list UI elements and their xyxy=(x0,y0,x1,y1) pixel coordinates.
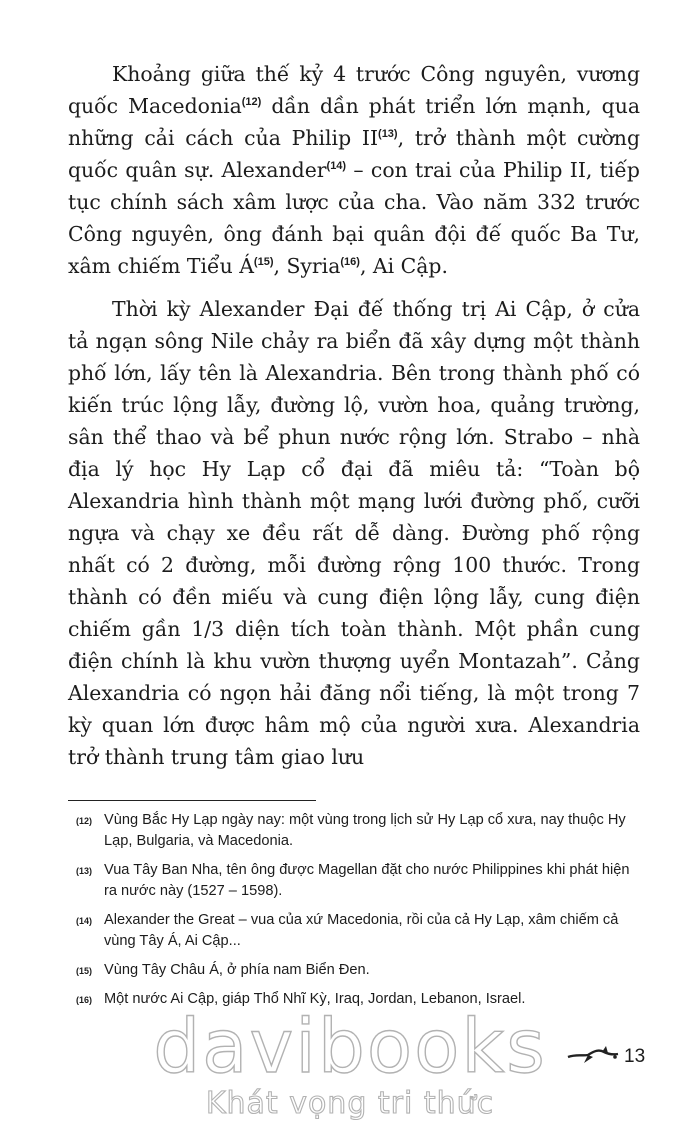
paragraph xyxy=(68,293,640,773)
watermark-brand: davibooks xyxy=(153,1004,547,1090)
footnote-text: Vùng Tây Châu Á, ở phía nam Biển Đen. xyxy=(104,962,370,978)
footnote-divider xyxy=(68,800,316,801)
footnote-ref: (14) xyxy=(326,160,347,172)
footnote-number: (13) xyxy=(76,866,93,876)
footnote xyxy=(76,810,640,852)
footnote-text: Vùng Bắc Hy Lạp ngày nay: một vùng trong lịch sử Hy Lạp cổ xưa, nay thuộc Hy Lạp, Bulgaria, và Macedonia. xyxy=(104,812,626,849)
footnote-text: Một nước Ai Cập, giáp Thổ Nhĩ Kỳ, Iraq, Jordan, Lebanon, Israel. xyxy=(104,991,526,1007)
footnote xyxy=(76,960,640,981)
text-segment: , Ai Cập. xyxy=(359,254,448,278)
page-ornament-icon xyxy=(566,1044,624,1066)
footnote-ref: (13) xyxy=(378,128,398,140)
footnote-text: Alexander the Great – vua của xứ Macedonia, rồi của cả Hy Lạp, xâm chiếm cả vùng Tây Á, Ai Cập... xyxy=(104,912,619,949)
text-segment: Khoảng giữa thế kỷ 4 trước Công nguyên, vương quốc Macedonia xyxy=(68,62,640,118)
text-segment: , trở thành một cường quốc quân sự. Alexander xyxy=(68,126,640,182)
footnote-ref: (12) xyxy=(241,96,262,108)
footnote-number: (15) xyxy=(76,966,93,976)
footnote xyxy=(76,989,640,1010)
footnote xyxy=(76,910,640,952)
text-segment: Thời kỳ Alexander Đại đế thống trị Ai Cập, ở cửa tả ngạn sông Nile chảy ra biển đã xây dựng một thành phố lớn, lấy tên là Alexandria. Bên trong thành phố có kiến trúc lộng lẫy, đường lộ, vườn hoa, quảng trường, sân thể thao và bể phun nước rộng lớn. Strabo – nhà địa lý học Hy Lạp cổ đại đã miêu tả: “Toàn bộ Alexandria hình thành một mạng lưới đường phố, cưỡi ngựa và chạy xe đều rất dễ dàng. Đường phố rộng nhất có 2 đường, mỗi đường rộng 100 thước. Trong thành có đền miếu và cung điện lộng lẫy, cung điện chiếm gần 1/3 diện tích toàn thành. Một phần cung điện chính là khu vườn thượng uyển Montazah”. Cảng Alexandria có ngọn hải đăng nổi tiếng, là một trong 7 kỳ quan lớn được hâm mộ của người xưa. Alexandria trở thành trung tâm giao lưu xyxy=(68,297,640,769)
paragraph xyxy=(68,58,640,282)
footnotes xyxy=(76,810,640,1018)
footnote-text: Vua Tây Ban Nha, tên ông được Magellan đặt cho nước Philippines khi phát hiện ra nước này (1527 – 1598). xyxy=(104,862,630,899)
footnote-number: (14) xyxy=(76,916,93,926)
watermark-slogan: Khát vọng tri thức xyxy=(205,1086,495,1121)
page-number: 13 xyxy=(624,1046,646,1067)
text-segment: , Syria xyxy=(273,254,341,278)
text-segment: – con trai của Philip II, tiếp tục chính sách xâm lược của cha. Vào năm 332 trước Công nguyên, ông đánh bại quân đội đế quốc Ba Tư, xâm chiếm Tiểu Á xyxy=(68,158,640,278)
body-text xyxy=(68,58,640,784)
footnote-ref: (15) xyxy=(253,256,274,268)
footnote xyxy=(76,860,640,902)
footnote-ref: (16) xyxy=(340,256,360,268)
footnote-number: (16) xyxy=(76,995,93,1005)
footnote-number: (12) xyxy=(76,816,93,826)
text-segment: dần dần phát triển lớn mạnh, qua những cải cách của Philip II xyxy=(68,94,640,150)
